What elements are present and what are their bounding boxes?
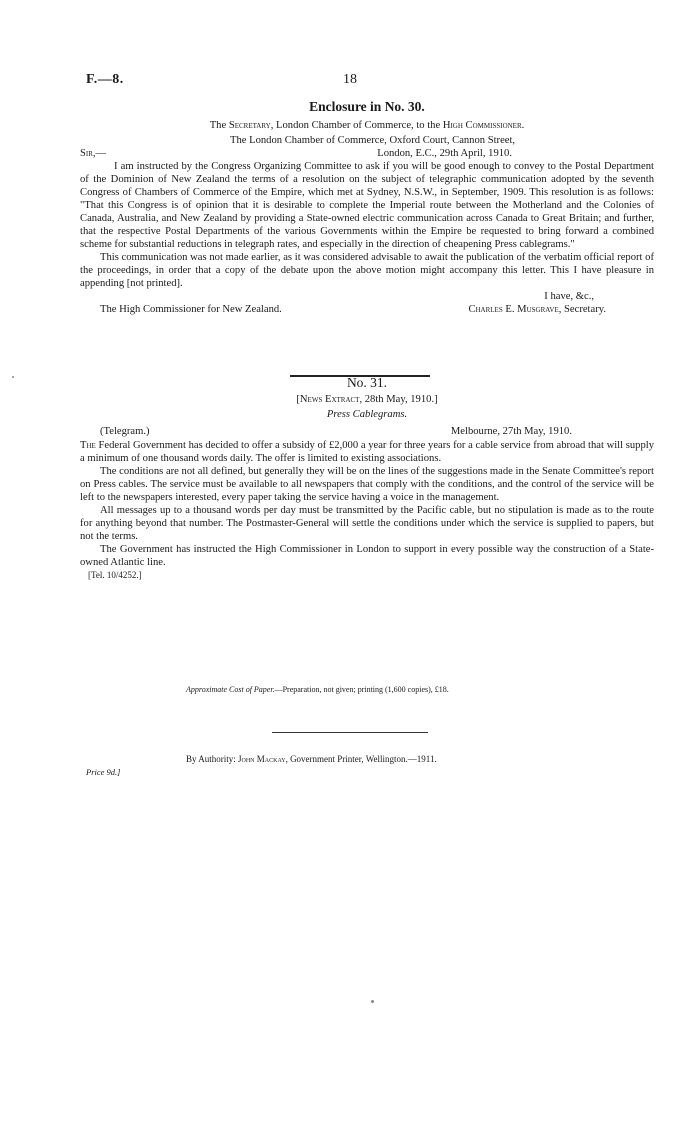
salutation-row (80, 147, 654, 160)
section-title-no31: No. 31. (346, 375, 388, 390)
document-body (80, 100, 654, 582)
cost-of-paper: Approximate Cost of Paper.—Preparation, not given; printing (1,600 copies), £18. (186, 685, 449, 694)
price: Price 9d.] (86, 767, 121, 777)
salutation: Sir,— (80, 148, 107, 159)
page-number: 18 (343, 72, 357, 87)
telegram-row (80, 425, 654, 438)
news-extract-subtitle: [News Extract, 28th May, 1910.] (296, 394, 438, 405)
section-heading: Press Cablegrams. (326, 409, 408, 420)
scan-speck (371, 1000, 374, 1003)
news-paragraph-2: The conditions are not all defined, but generally they will be on the lines of the suggestions made in the Senate Committee's report on Press cables. The service must be available to all newspapers that comply with the conditions, and the control of the service will be left to the newspapers interested, every paper taking the service having a voice in the management. (80, 466, 654, 503)
section-spacer (80, 316, 654, 376)
news-paragraph-1: The Federal Government has decided to offer a subsidy of £2,000 a year for three years for a cable service from abroad that will supply a minimum of one thousand words daily. The offer is limited to existing associations. (80, 440, 654, 464)
enclosure-paragraph-2: This communication was not made earlier, as it was considered advisable to await the publication of the verbatim official report of the proceedings, in order that a copy of the debate upon the above motion might accompany this letter. This I have pleasure in appending [not printed]. (80, 252, 654, 289)
dateline: Melbourne, 27th May, 1910. (450, 426, 572, 437)
telegram-reference: [Tel. 10/4252.] (88, 570, 142, 580)
signature-row (80, 303, 654, 316)
enclosure-title: Enclosure in No. 30. (309, 99, 425, 114)
closing: I have, &c., (544, 291, 594, 302)
telegram-label: (Telegram.) (100, 426, 150, 437)
addressee: The High Commissioner for New Zealand. (100, 304, 282, 315)
enclosure-paragraph-1: I am instructed by the Congress Organizing Committee to ask if you will be good enough to convey to the Postal Department of the Dominion of New Zealand the terms of a resolution on the subject of telegraphic communication adopted by the seventh Congress of Chambers of Commerce of the Empire, which met at Sydney, N.S.W., in September, 1909. This resolution is as follows: "That this Congress is of opinion that it is desirable to complete the Imperial route between the Motherland and the Colonies of Canada, Australia, and New Zealand by providing a State-owned electric communication across Canada to Great Britain; and further, that the respective Postal Departments of the various Governments within the Empire be requested to bring forward a combined scheme for substantial reductions in telegraph rates, and especially in the direction of cheapening Press cablegrams." (80, 161, 654, 250)
page-reference: F.—8. (86, 72, 124, 87)
signature: Charles E. Musgrave, Secretary. (468, 304, 606, 315)
news-paragraph-4: The Government has instructed the High Commissioner in London to support in every possible way the construction of a State-owned Atlantic line. (80, 544, 654, 568)
authority-line: By Authority: John Mackay, Government Printer, Wellington.—1911. (186, 754, 437, 764)
scan-speck (12, 376, 14, 378)
address-line-1: The London Chamber of Commerce, Oxford Court, Cannon Street, (230, 135, 516, 146)
footer-divider (272, 732, 428, 733)
address-line-2: London, E.C., 29th April, 1910. (377, 148, 512, 159)
from-to-line: The Secretary, London Chamber of Commerce, to the High Commissioner. (209, 120, 525, 131)
section-divider (290, 375, 430, 377)
news-paragraph-3: All messages up to a thousand words per day must be transmitted by the Pacific cable, but no stipulation is made as to the route for anything beyond that number. The Postmaster-General will settle the conditions under which the service is supplied to papers, but not the terms. (80, 505, 654, 542)
